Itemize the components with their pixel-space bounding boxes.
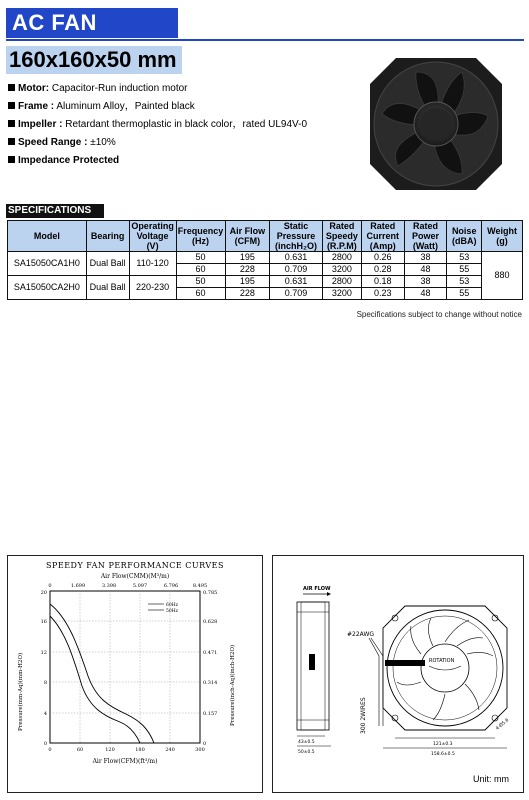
page-title: AC FAN xyxy=(12,10,97,35)
col-header: Frequency (Hz) xyxy=(176,221,225,252)
chart-title: SPEEDY FAN PERFORMANCE CURVES xyxy=(45,561,225,570)
speed-cell: 3200 xyxy=(322,288,361,300)
right-tick: 0.628 xyxy=(203,619,218,625)
dim-d: 158.6±0.5 xyxy=(431,752,455,757)
dimension-drawing-panel xyxy=(272,555,524,793)
left-tick: 12 xyxy=(40,650,47,656)
spec-heading: SPECIFICATIONS xyxy=(6,204,104,218)
feature-speed: Speed Range : ±10% xyxy=(8,137,116,149)
power-cell: 38 xyxy=(404,252,447,264)
noise-cell: 55 xyxy=(447,264,482,276)
title-rule xyxy=(6,39,524,41)
top-axis-label: Air Flow(CMM)(M³/m) xyxy=(100,573,170,580)
hub xyxy=(421,644,469,692)
flow-cell: 228 xyxy=(225,264,270,276)
bottom-tick: 60 xyxy=(76,747,84,753)
bearing-cell: Dual Ball xyxy=(86,276,129,300)
dim-c: 121±0.3 xyxy=(433,742,453,747)
bottom-tick: 180 xyxy=(135,747,145,753)
current-cell: 0.28 xyxy=(361,264,404,276)
pressure-cell: 0.631 xyxy=(270,252,323,264)
speed-cell: 2800 xyxy=(322,252,361,264)
left-axis-label: Pressure(mm-Aq)(mm-H2O) xyxy=(18,652,24,731)
top-tick: 1.699 xyxy=(70,583,86,589)
bottom-axis-label: Air Flow(CFM)(ft³/m) xyxy=(92,758,158,765)
left-tick: 0 xyxy=(43,741,47,747)
hole-label: 4-Ø5.6 xyxy=(495,718,511,732)
performance-chart-panel xyxy=(7,555,263,793)
bottom-tick: 120 xyxy=(105,747,115,753)
top-tick: 0 xyxy=(48,583,52,589)
bottom-tick: 0 xyxy=(48,747,52,753)
terminal xyxy=(309,654,315,670)
current-cell: 0.26 xyxy=(361,252,404,264)
wire-exit xyxy=(385,660,425,666)
model-cell: SA15050CA2H0 xyxy=(8,276,87,300)
dimension-drawing xyxy=(273,556,523,792)
voltage-cell: 220-230 xyxy=(129,276,176,300)
spec-table xyxy=(7,220,523,300)
power-cell: 38 xyxy=(404,276,447,288)
wire-gauge-label: #22AWG xyxy=(347,631,375,638)
legend-entry: 50Hz xyxy=(166,609,179,614)
right-tick: 0.314 xyxy=(203,680,218,686)
freq-cell: 60 xyxy=(176,288,225,300)
top-tick: 8.495 xyxy=(192,583,208,589)
left-tick: 16 xyxy=(40,619,47,625)
right-tick: 0.471 xyxy=(203,650,218,656)
power-cell: 48 xyxy=(404,264,447,276)
col-header: Bearing xyxy=(86,221,129,252)
pressure-cell: 0.709 xyxy=(270,264,323,276)
noise-cell: 53 xyxy=(447,276,482,288)
arrow-head xyxy=(327,592,331,596)
right-tick: 0.785 xyxy=(203,590,218,596)
bottom-tick: 300 xyxy=(195,747,205,753)
unit-label: Unit: mm xyxy=(473,774,509,784)
pressure-cell: 0.709 xyxy=(270,288,323,300)
top-tick: 6.796 xyxy=(163,583,179,589)
airflow-label: AIR FLOW xyxy=(303,586,331,592)
weight-cell: 880 xyxy=(482,252,523,300)
dim-a: 43±0.5 xyxy=(298,740,315,745)
feature-impeller: Impeller : Retardant thermoplastic in black color，rated UL94V-0 xyxy=(8,119,307,131)
current-cell: 0.23 xyxy=(361,288,404,300)
flow-cell: 195 xyxy=(225,252,270,264)
freq-cell: 50 xyxy=(176,252,225,264)
table-row xyxy=(8,252,523,264)
noise-cell: 53 xyxy=(447,252,482,264)
col-header: Static Pressure (inchH₂O) xyxy=(270,221,323,252)
col-header: Noise (dBA) xyxy=(447,221,482,252)
col-header: Air Flow (CFM) xyxy=(225,221,270,252)
speed-cell: 2800 xyxy=(322,276,361,288)
col-header: Rated Power (Watt) xyxy=(404,221,447,252)
model-cell: SA15050CA1H0 xyxy=(8,252,87,276)
right-axis-label: Pressure(inch-Aq)(inch-H2O) xyxy=(230,644,236,726)
right-tick: 0 xyxy=(203,741,207,747)
rotation-label: ROTATION xyxy=(429,658,455,664)
flow-cell: 228 xyxy=(225,288,270,300)
speed-cell: 3200 xyxy=(322,264,361,276)
left-tick: 20 xyxy=(40,590,47,596)
current-cell: 0.18 xyxy=(361,276,404,288)
feature-frame: Frame : Aluminum Alloy，Painted black xyxy=(8,101,195,113)
top-tick: 3.398 xyxy=(101,583,117,589)
bottom-tick: 240 xyxy=(165,747,175,753)
size-banner xyxy=(6,46,182,74)
left-tick: 4 xyxy=(43,711,47,717)
title-banner xyxy=(6,8,178,38)
fan-photo xyxy=(366,54,506,194)
spec-note: Specifications subject to change without notice xyxy=(356,310,522,319)
pressure-cell: 0.631 xyxy=(270,276,323,288)
col-header: Weight (g) xyxy=(482,221,523,252)
bearing-cell: Dual Ball xyxy=(86,252,129,276)
top-tick: 5.097 xyxy=(132,583,148,589)
freq-cell: 50 xyxy=(176,276,225,288)
legend-entry: 60Hz xyxy=(166,603,179,608)
feature-motor: Motor: Capacitor-Run induction motor xyxy=(8,83,188,95)
col-header: Model xyxy=(8,221,87,252)
noise-cell: 55 xyxy=(447,288,482,300)
table-row xyxy=(8,276,523,288)
col-header: Rated Current (Amp) xyxy=(361,221,404,252)
fan-size: 160x160x50 mm xyxy=(9,47,177,72)
power-cell: 48 xyxy=(404,288,447,300)
right-tick: 0.157 xyxy=(203,711,218,717)
dim-b: 50±0.5 xyxy=(298,750,315,755)
curve-50hz xyxy=(50,616,140,743)
left-tick: 8 xyxy=(43,680,47,686)
performance-chart xyxy=(8,556,262,792)
col-header: Operating Voltage (V) xyxy=(129,221,176,252)
curve-60hz xyxy=(50,604,154,743)
voltage-cell: 110-120 xyxy=(129,252,176,276)
feature-impedance: Impedance Protected xyxy=(8,155,119,167)
flow-cell: 195 xyxy=(225,276,270,288)
col-header: Rated Speedy (R.P.M) xyxy=(322,221,361,252)
wires-label: 300 2WIRES xyxy=(360,697,367,734)
freq-cell: 60 xyxy=(176,264,225,276)
